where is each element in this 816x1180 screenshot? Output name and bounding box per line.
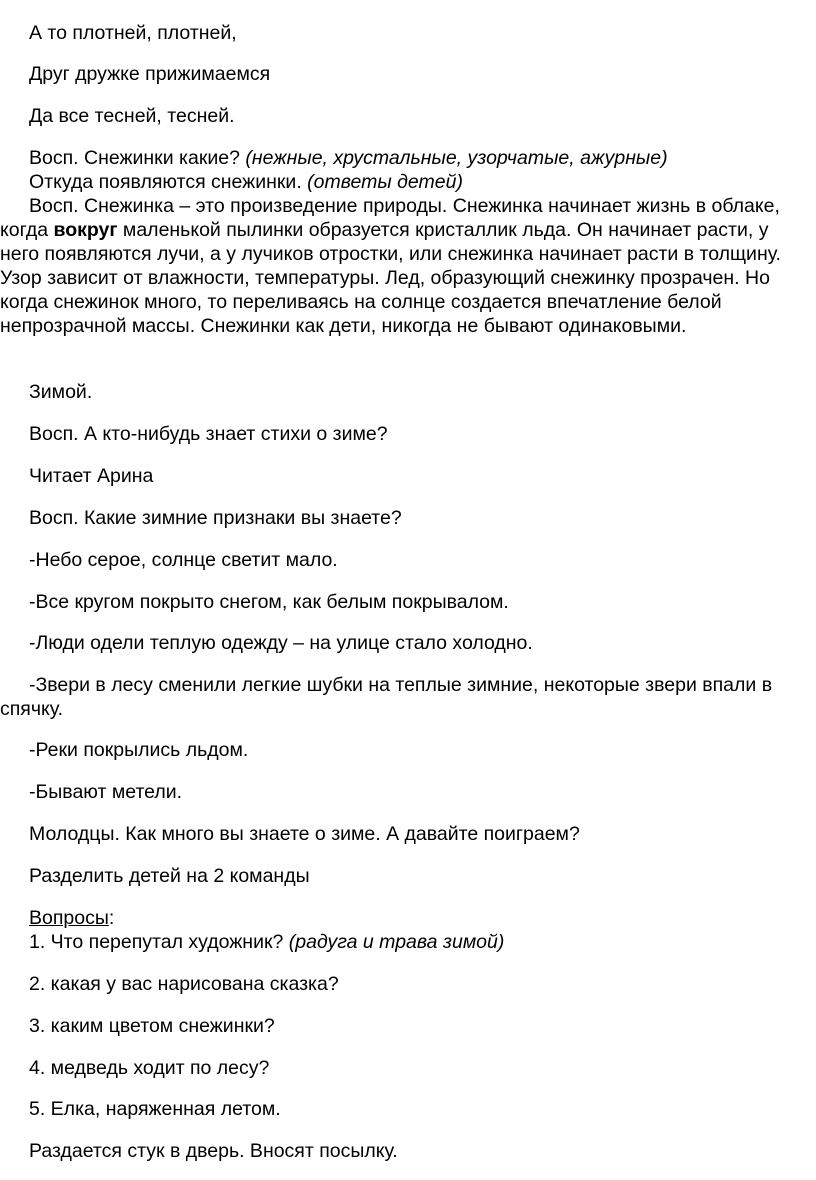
sign-item: -Бывают метели. (29, 781, 183, 803)
quiz-question-3: 3. каким цветом снежинки? (29, 1015, 275, 1037)
quiz-question-answer: (радуга и трава зимой) (288, 931, 505, 953)
poem-line-2: Друг дружке прижимаемся (29, 63, 271, 85)
questions-heading (29, 906, 114, 930)
questions-heading-colon: : (108, 907, 115, 929)
quiz-question-text: 1. Что перепутал художник? (29, 931, 289, 953)
sign-item: -Люди одели теплую одежду – на улице стало холодно. (29, 632, 533, 654)
questions-heading-text: Вопросы (29, 907, 109, 929)
line-knock: Раздается стук в дверь. Вносят посылку. (29, 1140, 398, 1162)
question-answer: (нежные, хрустальные, узорчатые, ажурные) (245, 147, 668, 169)
sign-item: -Реки покрылись льдом. (29, 739, 249, 761)
paragraph-start: Восп. Снежинка – это произведение природы. Снежинка начинает жизнь в облаке, когда (0, 195, 780, 241)
quiz-question-4: 4. медведь ходит по лесу? (29, 1057, 270, 1079)
poem-line-3: Да все тесней, тесней. (29, 105, 235, 127)
line-arina: Читает Арина (29, 465, 154, 487)
snowflake-paragraph (0, 194, 790, 338)
line-signs: Восп. Какие зимние признаки вы знаете? (29, 507, 402, 529)
quiz-question-2: 2. какая у вас нарисована сказка? (29, 973, 339, 995)
line-well-done: Молодцы. Как много вы знаете о зиме. А давайте поиграем? (29, 823, 580, 845)
line-poems: Восп. А кто-нибудь знает стихи о зиме? (29, 423, 388, 445)
question-snowflakes (29, 146, 668, 170)
quiz-question-5: 5. Елка, наряженная летом. (29, 1098, 281, 1120)
quiz-question-1 (29, 930, 504, 954)
line-zimoy: Зимой. (29, 381, 93, 403)
paragraph-end: маленькой пылинки образуется кристаллик льда. Он начинает расти, у него появляются лучи, а у лучиков отростки, или снежинка начинает расти в толщину. Узор зависит от влажности, температуры. Лед, образующий снежинку прозрачен. Но когда снежинок много, то переливаясь на солнце создается впечатление белой непрозрачной массы. Снежинки как дети, никогда не бывают одинаковыми. (0, 219, 781, 337)
sign-item: -Звери в лесу сменили легкие шубки на теплые зимние, некоторые звери впали в спячку. (0, 674, 773, 720)
sign-item: -Небо серое, солнце светит мало. (29, 549, 338, 571)
poem-line-1: А то плотней, плотней, (29, 22, 237, 44)
question-answer: (ответы детей) (307, 171, 463, 193)
paragraph-bold-word: вокруг (53, 219, 118, 241)
sign-item: -Все кругом покрыто снегом, как белым покрывалом. (29, 591, 509, 613)
question-text: Восп. Снежинки какие? (29, 147, 246, 169)
question-text: Откуда появляются снежинки. (29, 171, 308, 193)
line-teams: Разделить детей на 2 команды (29, 865, 310, 887)
question-origin (29, 170, 463, 194)
